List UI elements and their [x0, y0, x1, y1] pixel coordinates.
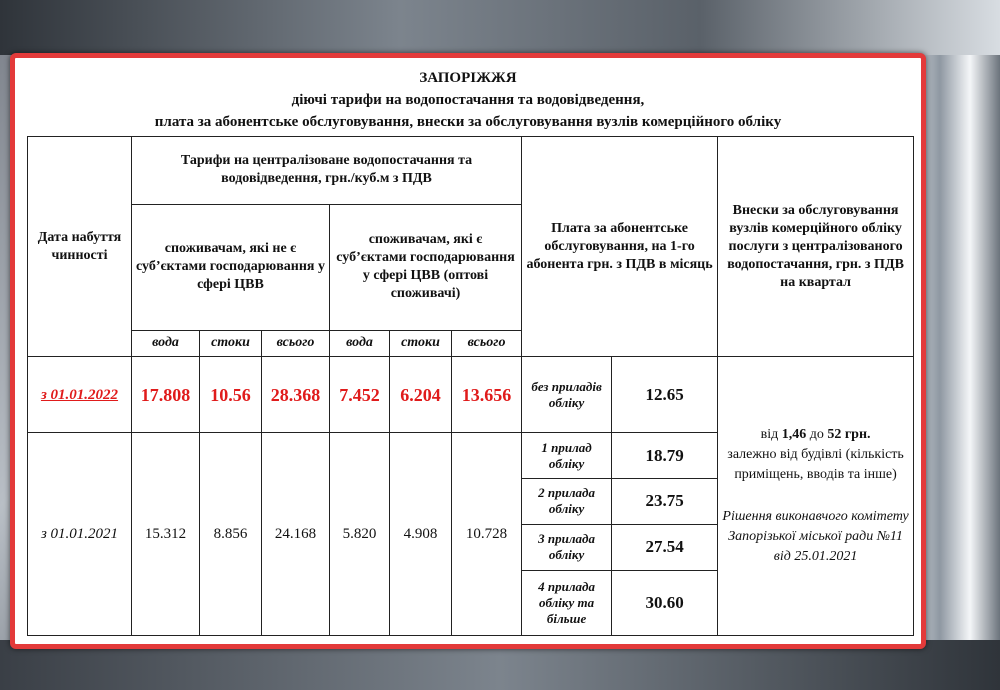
contrib-prefix: від [760, 427, 782, 443]
fee-label: 2 прилада обліку [522, 479, 612, 525]
decision-note: Рішення виконавчого комітету Запорізької міської ради №11 від 25.01.2021 [722, 509, 909, 565]
table-row [28, 357, 914, 433]
fee-value: 27.54 [612, 524, 718, 570]
subtitle-line-1: діючі тарифи на водопостачання та водовідведення, [291, 92, 645, 108]
col-voda-2: вода [330, 330, 390, 356]
fee-label: 1 прилад обліку [522, 433, 612, 479]
fee-value: 30.60 [612, 570, 718, 635]
fee-label: 3 прилада обліку [522, 524, 612, 570]
col-stoky-2: стоки [390, 330, 452, 356]
background-top [0, 0, 1000, 55]
group-wholesale-header: споживачам, які є суб’єктами господарювання у сфері ЦВВ (оптові споживачі) [330, 204, 522, 330]
col-vsoho-1: всього [262, 330, 330, 356]
row-date-2022: з 01.01.2022 [28, 357, 132, 433]
header [15, 67, 921, 133]
contrib-note: залежно від будівлі (кількість приміщень, вводів та інше) [727, 447, 904, 483]
page-title: ЗАПОРІЖЖЯ [419, 70, 517, 86]
cell-value: 24.168 [262, 433, 330, 636]
contrib-mid: до [806, 427, 828, 443]
cell-value: 4.908 [390, 433, 452, 636]
contrib-max: 52 грн. [827, 427, 871, 443]
tariffs-header: Тарифи на централізоване водопостачання та водовідведення, грн./куб.м з ПДВ [132, 137, 522, 205]
fee-header: Плата за абонентське обслуговування, на 1-го абонента грн. з ПДВ в місяць [522, 137, 718, 357]
contrib-min: 1,46 [781, 427, 807, 443]
tariff-card [10, 53, 926, 649]
cell-value: 6.204 [390, 357, 452, 433]
contrib-header: Внески за обслуговування вузлів комерційного обліку послуги з централізованого водопостачання, грн. з ПДВ на квартал [718, 137, 914, 357]
fee-value: 18.79 [612, 433, 718, 479]
cell-value: 5.820 [330, 433, 390, 636]
cell-value: 10.56 [200, 357, 262, 433]
row-date-2021: з 01.01.2021 [28, 433, 132, 636]
date-header: Дата набуття чинності [28, 137, 132, 357]
col-stoky-1: стоки [200, 330, 262, 356]
header-row-1 [28, 137, 914, 205]
cell-value: 15.312 [132, 433, 200, 636]
col-vsoho-2: всього [452, 330, 522, 356]
cell-value: 8.856 [200, 433, 262, 636]
cell-value: 10.728 [452, 433, 522, 636]
fee-value: 12.65 [612, 357, 718, 433]
fee-label: 4 прилада обліку та більше [522, 570, 612, 635]
cell-value: 7.452 [330, 357, 390, 433]
contrib-range [720, 425, 911, 445]
fee-label: без приладів обліку [522, 357, 612, 433]
subtitle-line-2: плата за абонентське обслуговування, внески за обслуговування вузлів комерційного обліку [154, 114, 782, 130]
contrib-cell [718, 357, 914, 636]
fee-value: 23.75 [612, 479, 718, 525]
group-non-business-header: споживачам, які не є суб’єктами господарювання у сфері ЦВВ [132, 204, 330, 330]
cell-value: 28.368 [262, 357, 330, 433]
cell-value: 13.656 [452, 357, 522, 433]
col-voda-1: вода [132, 330, 200, 356]
cell-value: 17.808 [132, 357, 200, 433]
tariff-table [27, 136, 914, 636]
